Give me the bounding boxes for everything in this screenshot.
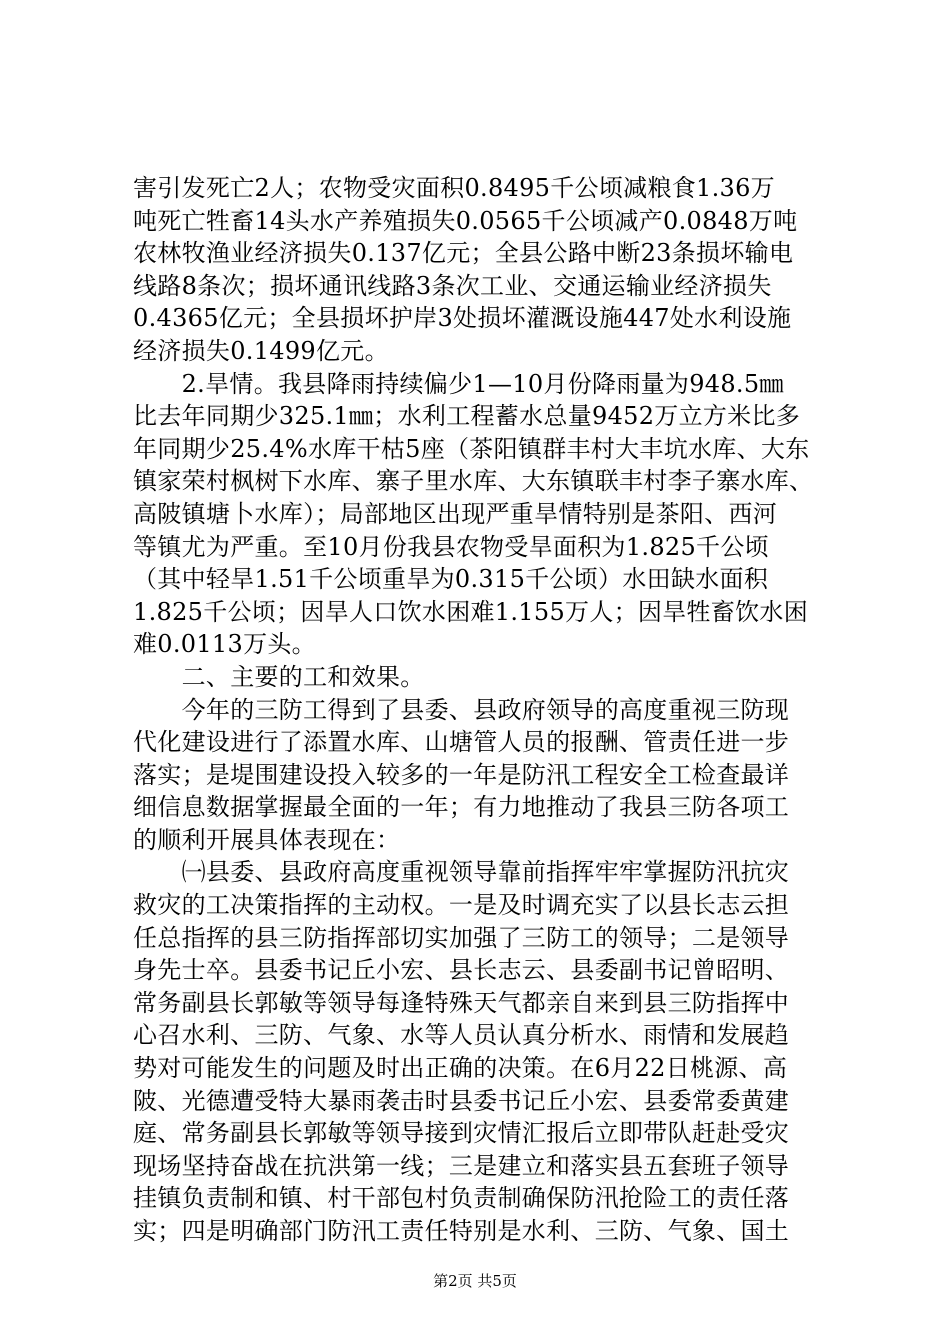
text-line: 陂、光德遭受特大暴雨袭击时县委书记丘小宏、县委常委黄建 (133, 1086, 790, 1115)
text-line: 1.825千公顷；因旱人口饮水困难1.155万人；因旱牲畜饮水困 (133, 597, 809, 626)
text-line: 今年的三防工得到了县委、县政府领导的高度重视三防现 (133, 695, 790, 724)
text-line: 镇家荣村枫树下水库、寨子里水库、大东镇联丰村李子寨水库、 (133, 467, 814, 496)
text-line: 实；四是明确部门防汛工责任特别是水利、三防、气象、国土 (133, 1217, 790, 1245)
text-line: 势对可能发生的问题及时出正确的决策。在6月22日桃源、高 (133, 1054, 788, 1083)
text-line: 庭、常务副县长郭敏等领导接到灾情汇报后立即带队赶赴受灾 (133, 1119, 790, 1148)
text-line: 线路8条次；损坏通讯线路3条次工业、交通运输业经济损失 (133, 271, 772, 300)
text-line: 难0.0113万头。 (133, 630, 316, 659)
text-line: 代化建设进行了添置水库、山塘管人员的报酬、管责任进一步 (133, 728, 790, 757)
text-line: 比去年同期少325.1㎜；水利工程蓄水总量9452万立方米比多 (133, 402, 801, 431)
text-line: 二、主要的工和效果。 (133, 662, 425, 691)
text-line: 等镇尤为严重。至10月份我县农物受旱面积为1.825千公顷 (133, 532, 769, 561)
text-line: 落实；是堤围建设投入较多的一年是防汛工程安全工检查最详 (133, 760, 790, 789)
text-line: 常务副县长郭敏等领导每逢特殊天气都亲自来到县三防指挥中 (133, 988, 790, 1017)
text-line: 0.4365亿元；全县损坏护岸3处损坏灌溉设施447处水利设施 (133, 304, 792, 333)
text-line: 细信息数据掌握最全面的一年；有力地推动了我县三防各项工 (133, 793, 790, 822)
text-line: 吨死亡牲畜14头水产养殖损失0.0565千公顷减产0.0848万吨 (133, 206, 798, 235)
text-line: 的顺利开展具体表现在： (133, 825, 401, 854)
text-line: 害引发死亡2人；农物受灾面积0.8495千公顷减粮食1.36万 (133, 174, 775, 202)
document-body (133, 172, 833, 1248)
text-line: 任总指挥的县三防指挥部切实加强了三防工的领导；二是领导 (133, 923, 790, 952)
text-line: 高陂镇塘卜水库）；局部地区出现严重旱情特别是茶阳、西河 (133, 499, 778, 528)
text-line: （其中轻旱1.51千公顷重旱为0.315千公顷）水田缺水面积 (133, 565, 769, 594)
text-line: 心召水利、三防、气象、水等人员认真分析水、雨情和发展趋 (133, 1021, 790, 1050)
text-line: 2.旱情。我县降雨持续偏少1—10月份降雨量为948.5㎜ (133, 369, 784, 398)
text-line: 现场坚持奋战在抗洪第一线；三是建立和落实县五套班子领导 (133, 1151, 790, 1180)
text-line: 挂镇负责制和镇、村干部包村负责制确保防汛抢险工的责任落 (133, 1184, 790, 1213)
text-line: 经济损失0.1499亿元。 (133, 336, 389, 365)
text-line: 农林牧渔业经济损失0.137亿元；全县公路中断23条损坏输电 (133, 239, 794, 268)
page-footer: 第2页 共5页 (433, 1272, 517, 1290)
text-line: 救灾的工决策指挥的主动权。一是及时调充实了以县长志云担 (133, 891, 790, 920)
text-line: ㈠县委、县政府高度重视领导靠前指挥牢牢掌握防汛抗灾 (133, 858, 790, 887)
text-line: 身先士卒。县委书记丘小宏、县长志云、县委副书记曾昭明、 (133, 956, 790, 985)
text-line: 年同期少25.4%水库干枯5座（茶阳镇群丰村大丰坑水库、大东 (133, 434, 810, 463)
